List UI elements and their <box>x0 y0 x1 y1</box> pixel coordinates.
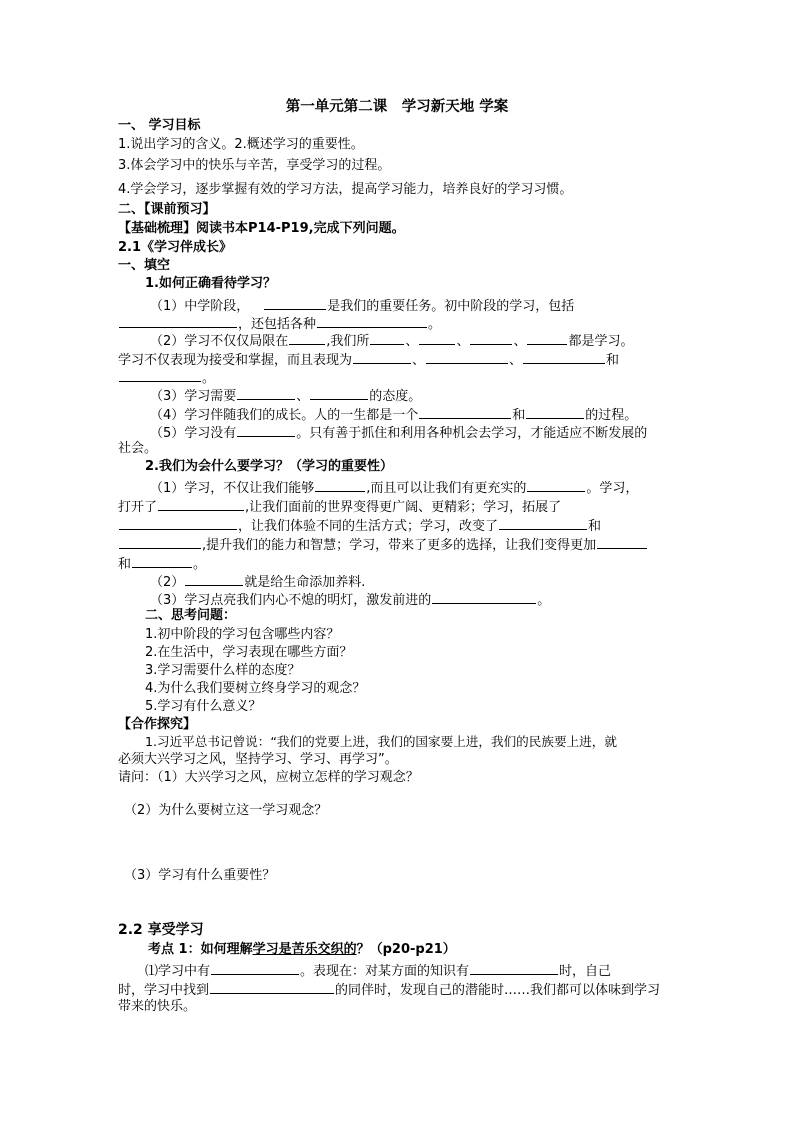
answer-blank[interactable] <box>470 330 512 345</box>
answer-blank[interactable] <box>315 477 365 492</box>
answer-blank[interactable] <box>527 477 585 492</box>
quote-line-cont: 必须大兴学习之风，坚持学习、学习、再学习”。 <box>118 752 398 767</box>
answer-blank[interactable] <box>185 571 243 586</box>
answer-blank[interactable] <box>370 330 404 345</box>
answer-blank[interactable] <box>210 979 334 994</box>
preview-heading: 二、【课前预习】 <box>118 202 216 217</box>
answer-blank[interactable] <box>119 534 201 549</box>
ask-2: （2）为什么要树立这一学习观念？ <box>124 803 328 818</box>
objective-item: 1.说出学习的含义。2.概述学习的重要性。 <box>118 137 364 152</box>
ask-1: 请问：（1）大兴学习之风，应树立怎样的学习观念？ <box>118 770 419 785</box>
answer-blank[interactable] <box>426 349 508 364</box>
answer-blank[interactable] <box>419 330 455 345</box>
objective-item: 3.体会学习中的快乐与辛苦，享受学习的过程。 <box>118 158 391 173</box>
question-1-title: 1.如何正确看待学习？ <box>145 276 276 291</box>
answer-blank[interactable] <box>317 313 427 328</box>
page-title: 第一单元第二课 学习新天地 学案 <box>285 99 509 115</box>
answer-blank[interactable] <box>237 385 295 400</box>
thinking-item: 1.初中阶段的学习包含哪些内容？ <box>145 627 340 642</box>
question-2-title: 2.我们为会什么要学习？（学习的重要性） <box>145 459 393 474</box>
answer-blank[interactable] <box>264 295 326 310</box>
q1-item-5: （5）学习没有 。只有善于抓住和利用各种机会去学习，才能适应不断发展的 <box>150 422 710 443</box>
q1-item-2: （2）学习不仅仅局限在 ,我们所 、 、 、 都是学习。 <box>150 330 710 351</box>
answer-blank[interactable] <box>353 349 411 364</box>
q2-item-2: （2） 就是给生命添加养料. <box>150 571 710 592</box>
exam-point-1-line1: ⑴学习中有 。表现在：对某方面的知识有 时，自己 <box>145 960 705 981</box>
answer-blank[interactable] <box>310 385 368 400</box>
cooperation-heading: 【合作探究】 <box>118 717 197 732</box>
thinking-item: 3.学习需要什么样的态度？ <box>145 663 301 678</box>
thinking-item: 2.在生活中，学习表现在哪些方面？ <box>145 645 353 660</box>
ask-3: （3）学习有什么重要性？ <box>124 868 276 883</box>
answer-blank[interactable] <box>158 496 244 511</box>
q1-item-5-cont: 社会。 <box>118 441 158 456</box>
objective-item: 4.学会学习，逐步掌握有效的学习方法，提高学习能力，培养良好的学习习惯。 <box>118 182 573 197</box>
answer-blank[interactable] <box>237 422 295 437</box>
q1-item-2-cont: 学习不仅表现为接受和掌握，而且表现为 、 、 和 <box>118 349 678 370</box>
q1-item-3: （3）学习需要 、 的态度。 <box>150 385 710 406</box>
answer-blank[interactable] <box>523 349 605 364</box>
q2-item-1-cont3: ,提升我们的能力和智慧；学习，带来了更多的选择，让我们变得更加 <box>118 534 678 555</box>
exam-point-1-line3: 带来的快乐。 <box>118 999 197 1014</box>
q1-item-1-cont: ，还包括各种 。 <box>118 313 678 334</box>
q2-item-1-end: 和 。 <box>118 553 678 574</box>
answer-blank[interactable] <box>119 313 237 328</box>
section-2-1-heading: 2.1《学习伴成长》 <box>118 240 233 255</box>
answer-blank[interactable] <box>597 534 647 549</box>
section-2-2-heading: 2.2 享受学习 <box>118 922 204 938</box>
objectives-heading: 一、 学习目标 <box>118 118 201 133</box>
thinking-item: 4.为什么我们要树立终身学习的观念？ <box>145 681 366 696</box>
q1-item-1: （1）中学阶段， 是我们的重要任务。初中阶段的学习，包括 <box>150 295 710 316</box>
answer-blank[interactable] <box>527 330 567 345</box>
answer-blank[interactable] <box>119 515 237 530</box>
basic-review-line: 【基础梳理】阅读书本P14-P19,完成下列问题。 <box>118 221 405 236</box>
thinking-heading: 二、思考问题： <box>145 608 237 623</box>
q2-item-1: （1）学习，不仅让我们能够 ,而且可以让我们有更充实的 。学习， <box>150 477 710 498</box>
answer-blank[interactable] <box>526 404 584 419</box>
answer-blank[interactable] <box>289 330 325 345</box>
q2-item-1-cont2: ，让我们体验不同的生活方式；学习，改变了 和 <box>118 515 678 536</box>
answer-blank[interactable] <box>132 553 192 568</box>
answer-blank[interactable] <box>432 589 536 604</box>
fill-blank-heading: 一、填空 <box>118 258 171 273</box>
q2-item-3: （3）学习点亮我们内心不熄的明灯，激发前进的 。 <box>150 589 710 610</box>
q1-item-2-end: 。 <box>118 367 678 388</box>
answer-blank[interactable] <box>419 404 511 419</box>
answer-blank[interactable] <box>119 367 201 382</box>
answer-blank[interactable] <box>211 960 299 975</box>
q1-item-4: （4）学习伴随我们的成长。人的一生都是一个 和 的过程。 <box>150 404 710 425</box>
answer-blank[interactable] <box>499 515 587 530</box>
q2-item-1-cont: 打开了 ,让我们面前的世界变得更广阔、更精彩；学习，拓展了 <box>118 496 678 517</box>
exam-point-1-line2: 时，学习中找到 的同伴时，发现自己的潜能时……我们都可以体味到学习 <box>118 979 678 1000</box>
exam-point-1: 考点 1：如何理解学习是苦乐交织的？（p20-p21） <box>148 942 456 957</box>
answer-blank[interactable] <box>470 960 558 975</box>
quote-line: 1.习近平总书记曾说：“我们的党要上进，我们的国家要上进，我们的民族要上进，就 <box>145 734 617 749</box>
thinking-item: 5.学习有什么意义？ <box>145 699 262 714</box>
